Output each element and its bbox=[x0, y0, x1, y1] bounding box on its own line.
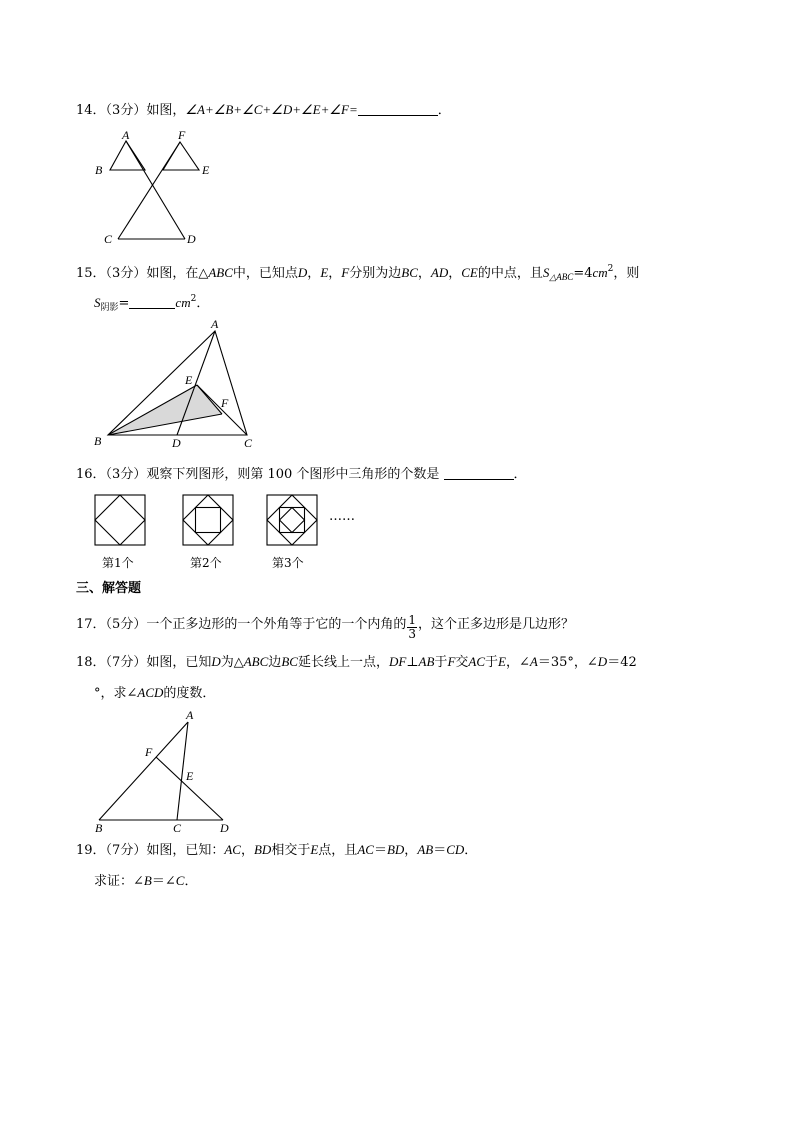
q16-answer-blank[interactable] bbox=[444, 467, 514, 480]
q14-figure bbox=[90, 128, 210, 246]
q15-figure bbox=[93, 318, 263, 448]
q18-figure bbox=[90, 708, 240, 833]
q19-text-line1: 19．（7分）如图，已知：AC，BD相交于E点，且AC＝BD，AB＝CD． bbox=[76, 842, 478, 858]
q14-text: 14．（3分）如图，∠A+∠B+∠C+∠D+∠E+∠F= ． bbox=[76, 102, 451, 118]
q14-lower-right-line bbox=[118, 142, 180, 239]
q18-segment-ab bbox=[99, 722, 188, 820]
q14-upper-right-triangle bbox=[163, 142, 199, 170]
q18-label-b: B bbox=[95, 821, 103, 835]
q15-label-c: C bbox=[244, 436, 253, 450]
q16-figure-2 bbox=[182, 494, 234, 546]
q18-label-e: E bbox=[186, 769, 194, 783]
q15-label-d: D bbox=[172, 436, 181, 450]
q18-text-line2: °，求∠ACD的度数． bbox=[94, 685, 216, 701]
q18-text-line1: 18．（7分）如图，已知D为△ABC边BC延长线上一点，DF⊥AB于F交AC于E，∠A＝35°，∠D＝42 bbox=[76, 654, 637, 670]
section-title: 三、解答题 bbox=[76, 581, 142, 596]
q15-label-e: E bbox=[185, 373, 193, 387]
q15-answer-blank[interactable] bbox=[129, 296, 175, 309]
q14-label-a: A bbox=[122, 128, 130, 142]
q15-text-line2: $S_{阴影}= cm^2$． bbox=[94, 294, 210, 313]
q16-caption-1: 第1个 bbox=[102, 556, 134, 570]
q16-figure-3 bbox=[266, 494, 318, 546]
q18-label-c: C bbox=[173, 821, 182, 835]
q14-label-e: E bbox=[202, 163, 210, 177]
q16-caption-2: 第2个 bbox=[190, 556, 222, 570]
q14-upper-left-triangle bbox=[110, 141, 145, 170]
q16-figure-1 bbox=[94, 494, 146, 546]
q18-label-a: A bbox=[186, 708, 194, 722]
q15-text-line1: 15．（3分）如图，在△ABC中，已知点D，E，F分别为边BC，AD，CE的中点，且$S_{\triangle ABC}=4cm^2$，则 bbox=[76, 264, 640, 282]
q14-label-d: D bbox=[187, 232, 196, 246]
q18-label-f: F bbox=[145, 745, 153, 759]
q15-segment-ad bbox=[177, 331, 215, 435]
q14-label-c: C bbox=[104, 232, 113, 246]
q16-ellipsis: …… bbox=[329, 509, 355, 524]
q14-answer-blank[interactable] bbox=[358, 103, 438, 116]
q15-label-f: F bbox=[221, 396, 229, 410]
q18-segment-fd bbox=[156, 757, 223, 820]
q19-text-line2: 求证：∠B＝∠C． bbox=[94, 873, 198, 889]
q18-label-d: D bbox=[220, 821, 229, 835]
q17-text: 17．（5分）一个正多边形的一个外角等于它的一个内角的 $\frac{1}{3}$ ，这个正多边形是几边形？ bbox=[76, 613, 574, 641]
q16-caption-3: 第3个 bbox=[272, 556, 304, 570]
q15-label-a: A bbox=[211, 317, 219, 331]
q14-label-f: F bbox=[178, 128, 186, 142]
q16-text: 16．（3分）观察下列图形，则第 100 个图形中三角形的个数是 ． bbox=[76, 467, 527, 482]
q15-label-b: B bbox=[94, 434, 102, 448]
q14-lower-left-line bbox=[126, 141, 185, 239]
q14-label-b: B bbox=[95, 163, 103, 177]
q17-fraction: $\frac{1}{3}$ bbox=[408, 613, 416, 641]
